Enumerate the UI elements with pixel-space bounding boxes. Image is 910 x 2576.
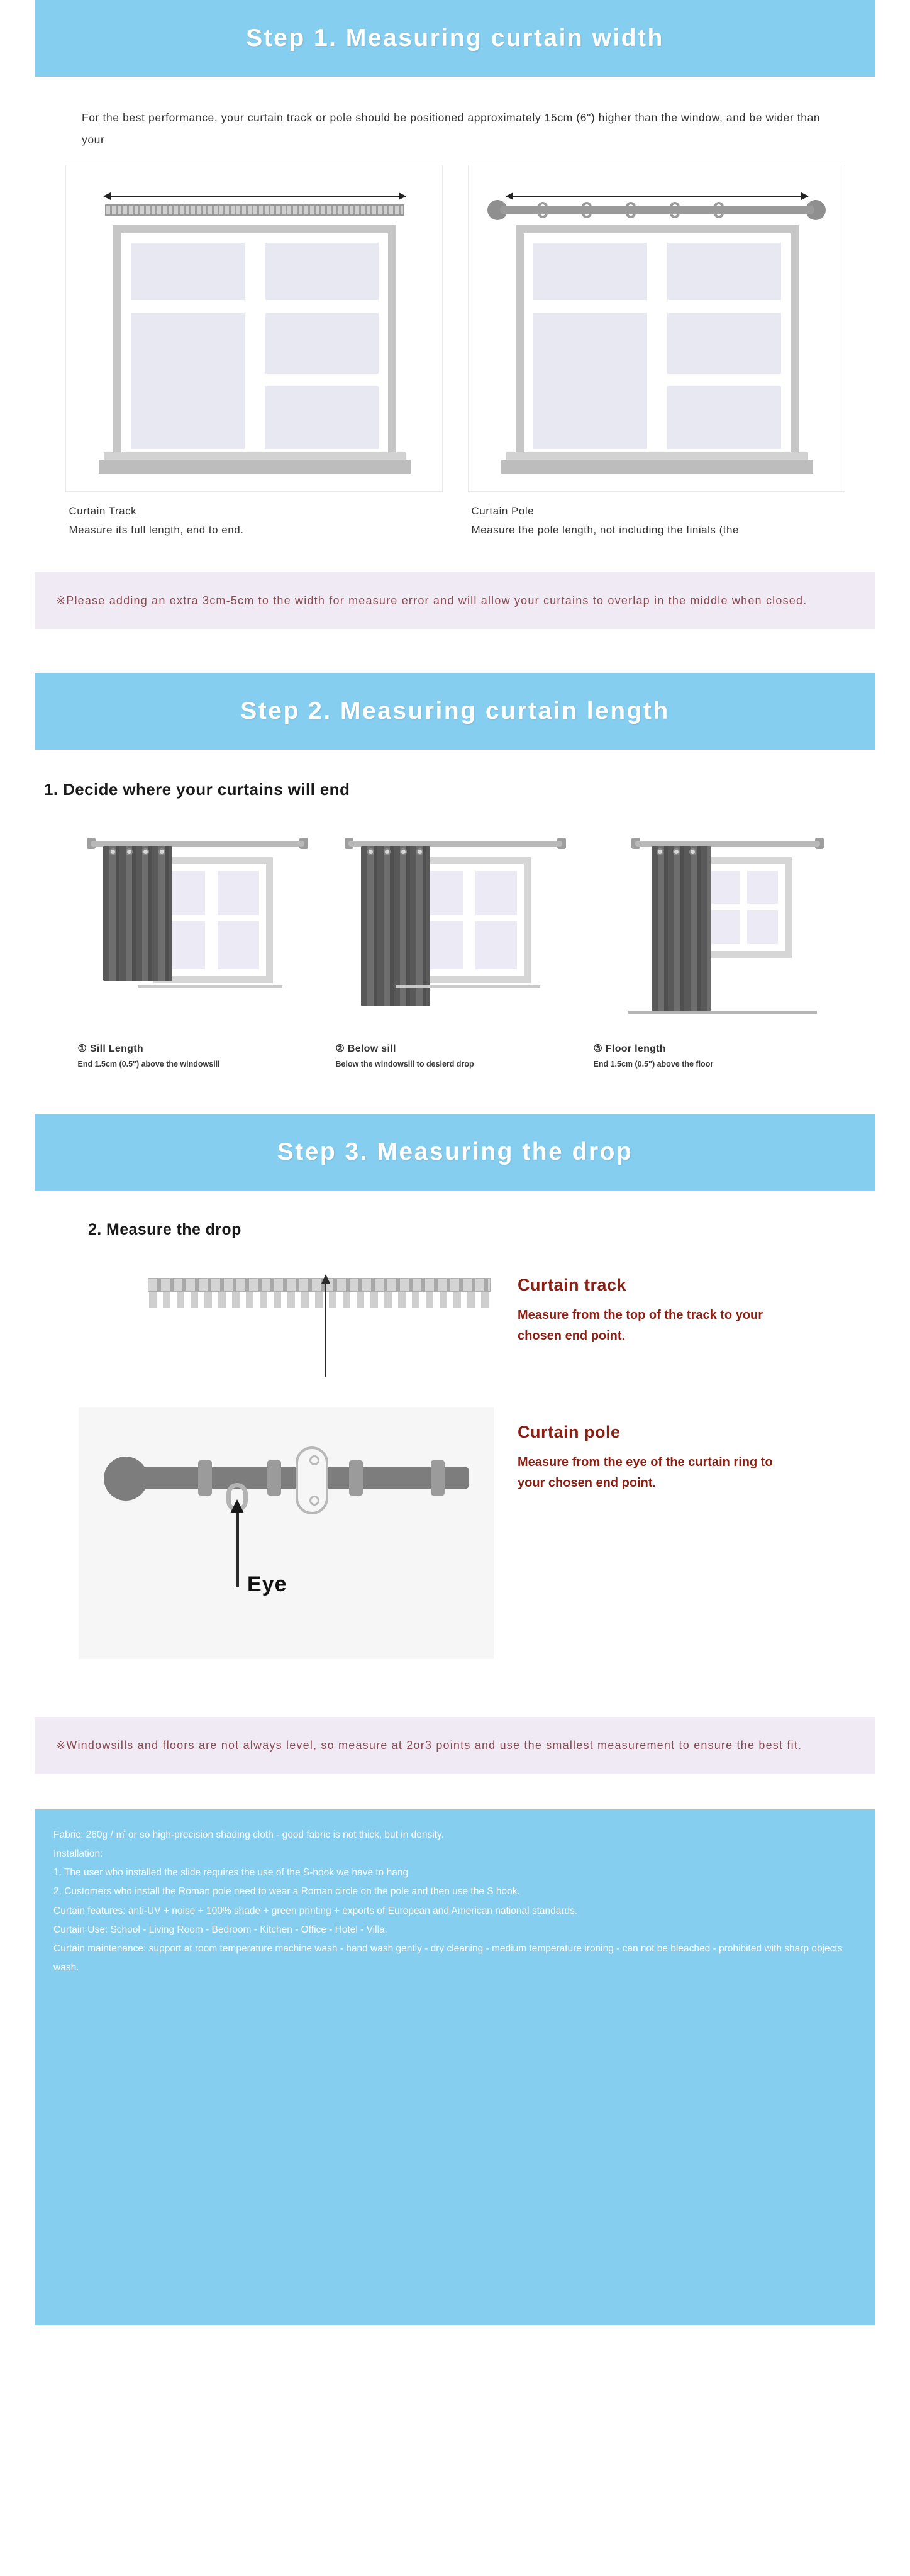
eye-label: Eye: [247, 1572, 287, 1597]
curtain-floor-length-diagram: [594, 818, 833, 1038]
drop-arrow-icon: [325, 1283, 326, 1377]
window-sill-upper: [506, 452, 808, 460]
step1-panel-pole: [468, 165, 845, 540]
step3-banner: [35, 1114, 875, 1191]
option-sill-length: [78, 818, 317, 1070]
option-sill-label: ① Sill Length: [77, 1043, 143, 1054]
step1-panel-track-caption: [65, 502, 443, 540]
step1-intro-text: For the best performance, your curtain track or pole should be positioned approximately 15cm (6") higher than the window, and be wider than your: [82, 111, 821, 146]
step1-panels: [0, 165, 910, 540]
track-hooks-icon: [149, 1292, 492, 1308]
step3-pole-block: [0, 1407, 910, 1659]
option-below-sill-label: ② Below sill: [335, 1043, 396, 1054]
curtain-track-body: Measure from the top of the track to your chosen end point.: [518, 1308, 763, 1343]
option-below-sill-sub: Below the windowsill to desierd drop: [335, 1059, 474, 1069]
step3-subheading: 2. Measure the drop: [88, 1221, 241, 1239]
step3-pole-text: [494, 1407, 782, 1494]
step3-banner-tail: the drop: [522, 1138, 633, 1166]
curtain-track-window-diagram: [65, 165, 443, 492]
step3-banner-main: Step 3. Measuring: [277, 1138, 514, 1166]
product-info-panel: [35, 1809, 875, 2325]
window-frame: [113, 225, 396, 470]
step2-subheading: 1. Decide where your curtains will end: [44, 779, 350, 799]
window-frame: [516, 225, 799, 470]
panel-track-title: Curtain Track: [69, 505, 137, 517]
window-sill: [501, 460, 813, 474]
panel-pole-desc: Measure the pole length, not including the finials (the: [471, 523, 739, 536]
window-sill-upper: [104, 452, 406, 460]
option-floor-length: [594, 818, 833, 1070]
curtain-track-title: Curtain track: [518, 1275, 627, 1295]
width-arrow-icon: [506, 196, 808, 197]
option-floor-sub: End 1.5cm (0.5") above the floor: [593, 1059, 714, 1069]
info-line-installation: Installation:: [53, 1848, 103, 1859]
curtain-pole-body: Measure from the eye of the curtain ring to your chosen end point.: [518, 1455, 773, 1491]
info-line-install-2: 2. Customers who install the Roman pole need to wear a Roman circle on the pole and then use the S hook.: [53, 1886, 520, 1897]
window-sill: [99, 460, 411, 474]
step3-track-block: [0, 1260, 910, 1386]
option-sill-sub: End 1.5cm (0.5") above the windowsill: [77, 1059, 220, 1069]
step3-banner-title: [277, 1138, 633, 1166]
step1-panel-pole-caption: [468, 502, 845, 540]
step2-options: [0, 818, 910, 1070]
step1-panel-track: [65, 165, 443, 540]
step3-note: ※Windowsills and floors are not always level, so measure at 2or3 points and use the smallest measurement to ensure the best fit.: [35, 1717, 875, 1774]
step1-banner-title: Step 1. Measuring curtain width: [246, 25, 664, 52]
option-below-sill: [336, 818, 575, 1070]
info-line-use: Curtain Use: School - Living Room - Bedroom - Kitchen - Office - Hotel - Villa.: [53, 1924, 387, 1935]
info-line-install-1: 1. The user who installed the slide requires the use of the S-hook we have to hang: [53, 1867, 409, 1879]
info-line-maintenance: Curtain maintenance: support at room temperature machine wash - hand wash gently - dry cleaning - medium temperature ironing - can not be bleached - prohibited with sharp objects wash.: [53, 1943, 843, 1974]
curtain-pole-eye-diagram: [79, 1407, 494, 1659]
curtain-track-drop-diagram: [79, 1260, 494, 1386]
step2-banner-title: Step 2. Measuring curtain length: [240, 697, 670, 724]
curtain-below-sill-diagram: [336, 818, 575, 1038]
step1-banner: [35, 0, 875, 77]
info-line-features: Curtain features: anti-UV + noise + 100% shade + green printing + exports of European and American national standards.: [53, 1905, 578, 1916]
step3-track-text: [494, 1260, 782, 1346]
track-bar-icon: [105, 204, 404, 216]
track-bar-icon: [148, 1278, 491, 1292]
curtain-pole-window-diagram: [468, 165, 845, 492]
pole-bracket-icon: [296, 1446, 328, 1514]
panel-pole-title: Curtain Pole: [471, 505, 535, 517]
curtain-pole-title: Curtain pole: [518, 1423, 621, 1442]
info-line-fabric: Fabric: 260g / ㎡ or so high-precision shading cloth - good fabric is not thick, but in density.: [53, 1829, 444, 1840]
step2-banner: [35, 673, 875, 750]
step1-note: ※Please adding an extra 3cm-5cm to the width for measure error and will allow your curtains to overlap in the middle when closed.: [35, 572, 875, 629]
curtain-sill-length-diagram: [78, 818, 317, 1038]
panel-track-desc: Measure its full length, end to end.: [69, 523, 244, 536]
option-floor-label: ③ Floor length: [593, 1043, 666, 1054]
width-arrow-icon: [104, 196, 406, 197]
eye-arrow-icon: [236, 1512, 239, 1587]
